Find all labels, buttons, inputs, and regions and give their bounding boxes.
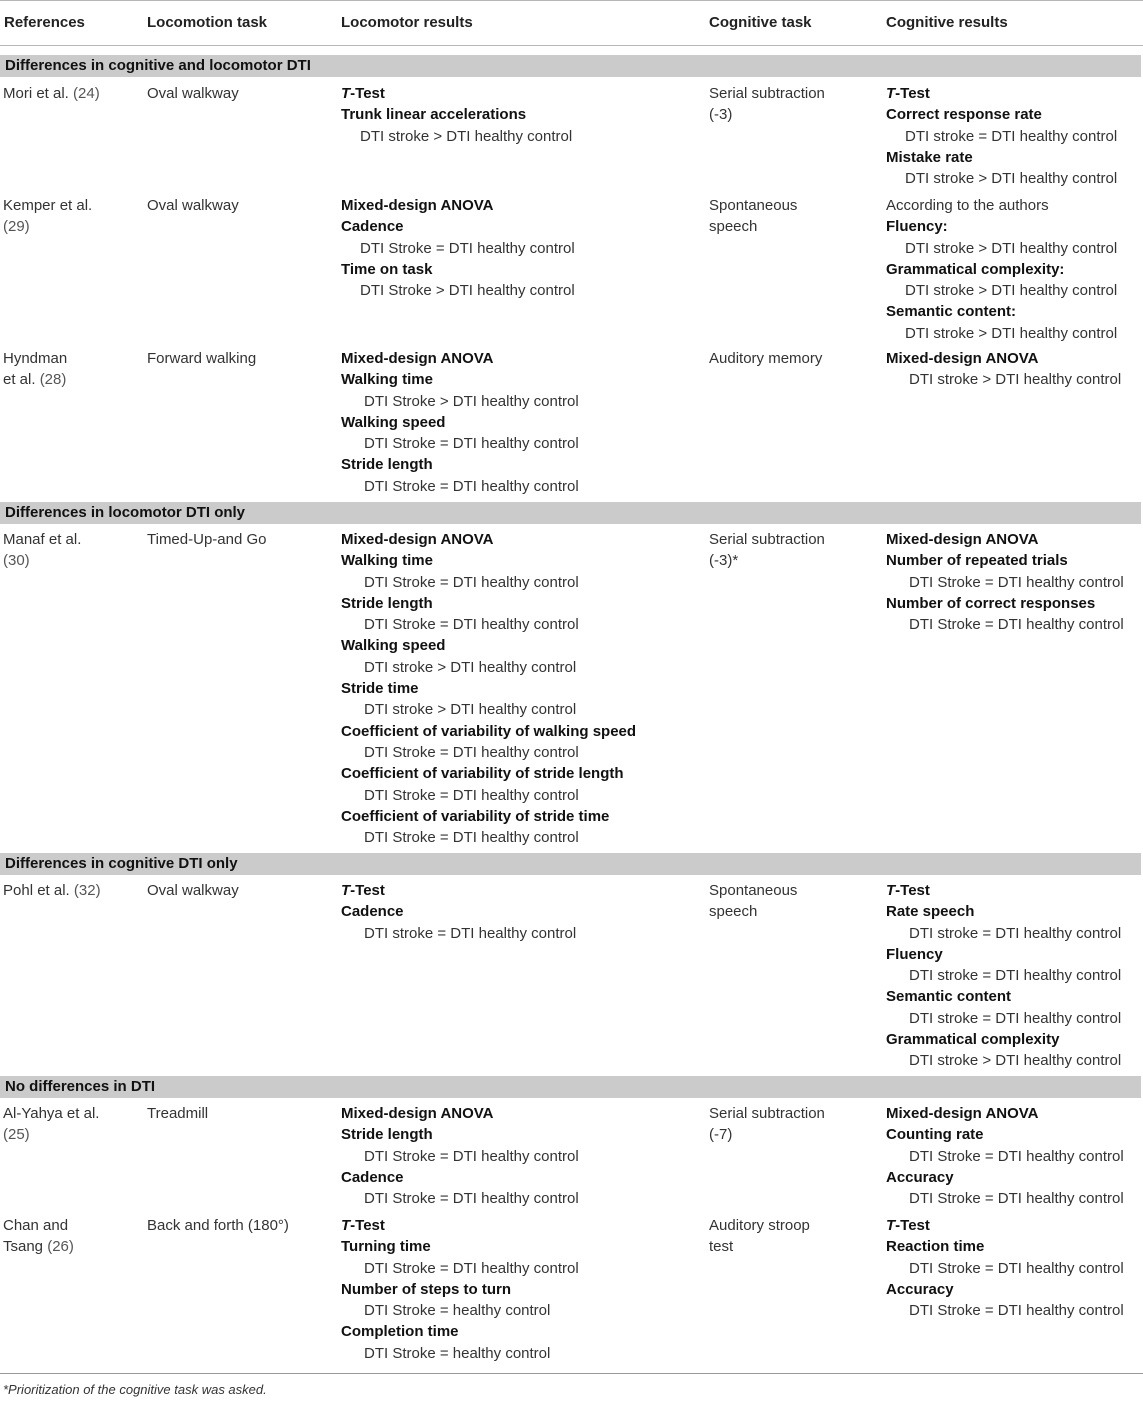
result-heading: Walking time: [341, 371, 433, 389]
cell-locomotor-results: [341, 195, 575, 301]
result-heading: Counting rate: [886, 1126, 984, 1144]
result-comparison: DTI Stroke = DTI healthy control: [909, 616, 1124, 634]
cell-locomotion-task: [147, 529, 267, 550]
header-locomotor-results: Locomotor results: [341, 14, 473, 31]
cell-cognitive-results: [886, 83, 1117, 189]
reference-author: Al-Yahya et al.: [3, 1105, 100, 1122]
cell-reference: [3, 348, 67, 391]
result-comparison: DTI stroke > DTI healthy control: [909, 371, 1122, 389]
cognitive-task-text: Auditory stroop: [709, 1217, 810, 1234]
result-heading: Coefficient of variability of walking speed: [341, 722, 637, 740]
result-comparison: DTI Stroke = DTI healthy control: [909, 1259, 1124, 1277]
cognitive-task-text: Auditory memory: [709, 350, 823, 367]
cell-locomotion-task: [147, 83, 239, 104]
result-heading: Mixed-design ANOVA: [341, 350, 494, 367]
reference-line: [3, 1103, 99, 1124]
section-header: [0, 55, 1141, 77]
reference-author: Manaf et al.: [3, 531, 82, 548]
result-heading: Time on task: [341, 260, 433, 278]
reference-line: [3, 216, 92, 237]
result-heading: Number of correct responses: [886, 594, 1096, 612]
result-heading: Cadence: [341, 1168, 404, 1186]
result-heading: Accuracy: [886, 1168, 954, 1186]
reference-line: [3, 550, 81, 571]
result-heading: T-Test: [341, 1217, 385, 1234]
reference-author: Kemper et al.: [3, 197, 93, 214]
reference-line: [3, 1215, 74, 1236]
result-comparison: DTI Stroke = DTI healthy control: [909, 1302, 1124, 1320]
header-cognitive-task: Cognitive task: [709, 14, 812, 31]
cell-cognitive-task: [709, 1103, 825, 1146]
result-comparison: DTI Stroke = DTI healthy control: [364, 435, 579, 453]
section-header: [0, 1076, 1141, 1098]
result-heading: Accuracy: [886, 1280, 954, 1298]
locomotion-task-text: Oval walkway: [147, 882, 239, 899]
locomotion-task-text: Oval walkway: [147, 85, 239, 102]
cell-locomotion-task: [147, 880, 239, 901]
cell-cognitive-task: [709, 348, 822, 369]
cell-locomotion-task: [147, 195, 239, 216]
reference-citation: (29): [3, 218, 30, 236]
result-heading: Turning time: [341, 1238, 431, 1256]
section-header: [0, 853, 1141, 875]
result-heading: Mixed-design ANOVA: [341, 1105, 494, 1122]
cognitive-task-text: Serial subtraction: [709, 1105, 825, 1122]
cognitive-task-text: Spontaneous: [709, 882, 798, 899]
result-comparison: DTI stroke > DTI healthy control: [905, 239, 1118, 257]
result-comparison: DTI Stroke = DTI healthy control: [364, 1190, 579, 1208]
reference-citation: (32): [73, 882, 101, 899]
result-comparison: DTI stroke > DTI healthy control: [905, 282, 1118, 300]
cell-cognitive-results: [886, 195, 1117, 344]
section-header: [0, 502, 1141, 524]
cell-cognitive-task: [709, 195, 797, 238]
result-heading: T-Test: [886, 1217, 930, 1234]
cell-locomotor-results: [341, 83, 572, 147]
result-comparison: DTI stroke > DTI healthy control: [905, 170, 1118, 188]
result-heading: Walking time: [341, 552, 433, 570]
reference-author: Mori et al.: [3, 85, 74, 102]
table-header: [0, 0, 1143, 46]
locomotion-task-text: Timed-Up-and Go: [147, 531, 267, 548]
result-heading: Correct response rate: [886, 106, 1042, 124]
cell-locomotor-results: [341, 348, 579, 497]
locomotion-task-text: Treadmill: [147, 1105, 209, 1122]
table-bottom-rule: [0, 1373, 1143, 1374]
result-heading: Number of steps to turn: [341, 1280, 512, 1298]
result-comparison: DTI Stroke = DTI healthy control: [909, 1190, 1124, 1208]
reference-citation: (25): [3, 1126, 30, 1144]
cognitive-task-text: (-3)*: [709, 552, 739, 570]
cell-locomotion-task: [147, 1215, 289, 1236]
reference-line: [3, 1124, 99, 1145]
reference-line: [3, 529, 81, 550]
result-comparison: DTI stroke > DTI healthy control: [905, 324, 1118, 342]
result-heading: Grammatical complexity: [886, 1031, 1060, 1049]
cell-reference: [3, 195, 92, 238]
result-comparison: DTI Stroke > DTI healthy control: [364, 392, 579, 410]
cell-reference: [3, 1103, 99, 1146]
cell-locomotion-task: [147, 1103, 208, 1124]
locomotion-task-text: Forward walking: [147, 350, 257, 367]
reference-line: [3, 1236, 74, 1257]
reference-author: Pohl et al.: [3, 882, 74, 899]
result-comparison: DTI stroke > DTI healthy control: [364, 701, 577, 719]
result-comparison: DTI Stroke = DTI healthy control: [360, 239, 575, 257]
cell-cognitive-results: [886, 529, 1124, 635]
result-heading: Coefficient of variability of stride time: [341, 807, 610, 825]
result-heading: Cadence: [341, 903, 404, 921]
result-heading: T-Test: [886, 882, 930, 899]
cognitive-task-text: Serial subtraction: [709, 85, 825, 102]
section-title: Differences in locomotor DTI only: [5, 504, 246, 521]
reference-author: Hyndman: [3, 350, 68, 367]
cell-cognitive-results: [886, 1215, 1124, 1321]
result-heading: Rate speech: [886, 903, 975, 921]
reference-author: et al.: [3, 371, 40, 389]
header-locomotion-task: Locomotion task: [147, 14, 268, 31]
result-comparison: DTI Stroke = DTI healthy control: [364, 1259, 579, 1277]
cell-cognitive-task: [709, 83, 825, 126]
cell-reference: [3, 1215, 74, 1258]
reference-author: Chan and: [3, 1217, 69, 1234]
result-comparison: DTI stroke = DTI healthy control: [909, 967, 1122, 985]
result-comparison: DTI Stroke = DTI healthy control: [364, 477, 579, 495]
result-heading: Stride length: [341, 1126, 433, 1144]
result-heading: T-Test: [886, 85, 930, 102]
cell-locomotor-results: [341, 529, 636, 848]
cognitive-task-text: (-3): [709, 106, 733, 124]
cell-cognitive-task: [709, 529, 825, 572]
cell-locomotor-results: [341, 1103, 579, 1209]
reference-line: [3, 195, 92, 216]
result-heading: Mixed-design ANOVA: [341, 531, 494, 548]
locomotion-task-text: Oval walkway: [147, 197, 239, 214]
cognitive-task-text: (-7): [709, 1126, 733, 1144]
result-heading: Stride length: [341, 456, 433, 474]
result-heading: Number of repeated trials: [886, 552, 1068, 570]
cell-locomotor-results: [341, 1215, 579, 1364]
result-comparison: DTI stroke = DTI healthy control: [909, 924, 1122, 942]
cell-cognitive-results: [886, 880, 1121, 1072]
result-heading: Completion time: [341, 1323, 459, 1341]
cell-reference: [3, 83, 100, 104]
result-comparison: DTI Stroke = DTI healthy control: [364, 616, 579, 634]
result-heading: Trunk linear accelerations: [341, 106, 527, 124]
result-comparison: DTI stroke > DTI healthy control: [364, 658, 577, 676]
result-comparison: DTI Stroke = DTI healthy control: [364, 1147, 579, 1165]
result-comparison: DTI Stroke = DTI healthy control: [909, 1147, 1124, 1165]
result-heading: Mistake rate: [886, 148, 973, 166]
result-heading: Semantic content: [886, 988, 1012, 1006]
header-cognitive-results: Cognitive results: [886, 14, 1008, 31]
result-comparison: DTI stroke > DTI healthy control: [909, 1052, 1122, 1070]
section-title: No differences in DTI: [5, 1078, 156, 1095]
cell-cognitive-task: [709, 1215, 810, 1258]
result-comparison: DTI stroke > DTI healthy control: [360, 127, 573, 145]
reference-citation: (26): [47, 1238, 74, 1256]
reference-citation: (28): [39, 371, 67, 389]
result-comparison: DTI Stroke = DTI healthy control: [364, 786, 579, 804]
result-heading: Mixed-design ANOVA: [886, 531, 1039, 548]
result-comparison: DTI Stroke = DTI healthy control: [364, 573, 579, 591]
result-comparison: DTI Stroke = DTI healthy control: [364, 743, 579, 761]
result-comparison: DTI stroke = DTI healthy control: [364, 924, 577, 942]
result-heading: Fluency: [886, 945, 943, 963]
result-heading: T-Test: [341, 882, 385, 899]
result-comparison: DTI Stroke = healthy control: [364, 1344, 551, 1362]
cognitive-task-text: test: [709, 1238, 734, 1256]
reference-citation: (24): [73, 85, 100, 102]
reference-line: [3, 880, 101, 901]
reference-author: Tsang: [3, 1238, 48, 1256]
section-title: Differences in cognitive DTI only: [5, 855, 238, 872]
cognitive-task-text: speech: [709, 903, 758, 921]
cognitive-task-text: Serial subtraction: [709, 531, 825, 548]
result-heading: Mixed-design ANOVA: [341, 197, 494, 214]
result-comparison: DTI Stroke = DTI healthy control: [364, 829, 579, 847]
cell-cognitive-results: [886, 1103, 1124, 1209]
cell-reference: [3, 880, 101, 901]
cell-locomotor-results: [341, 880, 576, 944]
result-heading: T-Test: [341, 85, 385, 102]
result-comparison: DTI stroke = DTI healthy control: [909, 1009, 1122, 1027]
result-heading: Walking speed: [341, 637, 446, 655]
result-heading: Reaction time: [886, 1238, 985, 1256]
cognitive-task-text: Spontaneous: [709, 197, 798, 214]
result-heading: Mixed-design ANOVA: [886, 1105, 1039, 1122]
reference-citation: (30): [3, 552, 30, 570]
reference-line: [3, 348, 67, 369]
result-heading: Semantic content:: [886, 303, 1017, 321]
reference-line: [3, 369, 67, 390]
result-note: According to the authors: [886, 197, 1049, 214]
result-heading: Mixed-design ANOVA: [886, 350, 1039, 367]
result-comparison: DTI Stroke = DTI healthy control: [909, 573, 1124, 591]
cell-locomotion-task: [147, 348, 256, 369]
section-title: Differences in cognitive and locomotor DTI: [5, 57, 311, 74]
result-heading: Walking speed: [341, 413, 446, 431]
result-heading: Grammatical complexity:: [886, 260, 1065, 278]
cell-reference: [3, 529, 81, 572]
result-heading: Stride time: [341, 680, 419, 698]
result-heading: Cadence: [341, 218, 404, 236]
cell-cognitive-results: [886, 348, 1121, 391]
result-comparison: DTI Stroke = healthy control: [364, 1302, 551, 1320]
header-references: References: [4, 14, 85, 31]
result-heading: Coefficient of variability of stride length: [341, 765, 624, 783]
result-comparison: DTI stroke = DTI healthy control: [905, 127, 1118, 145]
locomotion-task-text: Back and forth (180°): [147, 1217, 289, 1234]
result-heading: Fluency:: [886, 218, 948, 236]
table-footnote: *Prioritization of the cognitive task was asked.: [3, 1382, 267, 1397]
reference-line: [3, 83, 100, 104]
cognitive-task-text: speech: [709, 218, 758, 236]
result-heading: Stride length: [341, 594, 433, 612]
result-comparison: DTI Stroke > DTI healthy control: [360, 282, 575, 300]
cell-cognitive-task: [709, 880, 797, 923]
